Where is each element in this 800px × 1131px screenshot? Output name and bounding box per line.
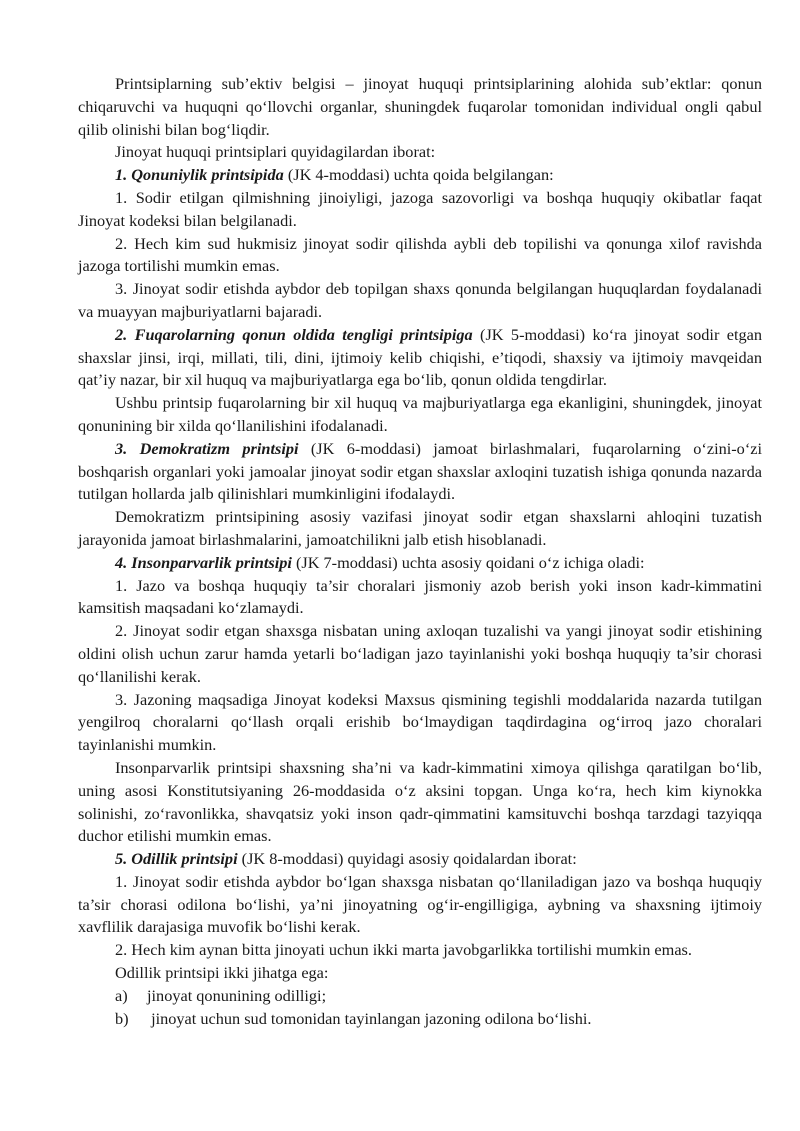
- principle-title: 5. Odillik printsipi: [115, 849, 238, 869]
- list-item: [78, 985, 762, 1008]
- principle-title: 1. Qonuniylik printsipida: [115, 165, 284, 185]
- paragraph: 2. Hech kim aynan bitta jinoyati uchun ikki marta javobgarlikka tortilishi mumkin emas.: [115, 940, 692, 960]
- paragraph: 3. Jinoyat sodir etishda aybdor deb topilgan shaxs qonunda belgilangan huquqlardan foydalanadi va muayyan majburiyatlarni bajaradi.: [78, 279, 762, 321]
- paragraph: Jinoyat huquqi printsiplari quyidagilardan iborat:: [115, 142, 436, 162]
- principle-heading-paragraph: 3. Demokratizm printsipi (JK 6-moddasi) jamoat birlashmalari, fuqarolarning o‘zini-o‘zi boshqarish organlari yoki jamoalar jinoyat sodir etgan shaxslar axloqini tuzatish ishiga qonunda nazarda tutilgan hollarda jalb qilinishlari mumkinligini ifodalaydi.: [78, 438, 762, 504]
- paragraph: 2. Jinoyat sodir etgan shaxsga nisbatan uning axloqan tuzalishi va yangi jinoyat sodir etishining oldini olish uchun zarur hamda yetarli bo‘ladigan jazo tayinlanishi yoki boshqa huquqiy ta’sir chorasi qo‘llanilishi kerak.: [78, 621, 762, 686]
- principle-title: 3. Demokratizm printsipi: [115, 438, 299, 458]
- paragraph: 3. Jazoning maqsadiga Jinoyat kodeksi Maxsus qismining tegishli moddalarida nazarda tutilgan yengilroq choralarni qo‘llash orqali erishib bo‘lmaydigan taqdirdagina og‘irroq jazo choralari tayinlanishi mumkin.: [78, 689, 762, 755]
- list-item-text: jinoyat uchun sud tomonidan tayinlangan jazoning odilona bo‘lishi.: [147, 1008, 592, 1028]
- paragraph: Ushbu printsip fuqarolarning bir xil huquq va majburiyatlarga ega ekanligini, shuningdek, jinoyat qonunining bir xilda qo‘llanilishini ifodalanadi.: [78, 393, 762, 435]
- principle-title: 2. Fuqarolarning qonun oldida tengligi printsipiga: [115, 324, 473, 344]
- principle-title: 4. Insonparvarlik printsipi: [115, 552, 292, 572]
- paragraph: Odillik printsipi ikki jihatga ega:: [115, 963, 329, 983]
- list-marker: a): [115, 985, 128, 1005]
- principle-heading-paragraph: 5. Odillik printsipi (JK 8-moddasi) quyidagi asosiy qoidalardan iborat:: [115, 849, 577, 869]
- principle-heading-paragraph: 2. Fuqarolarning qonun oldida tengligi printsipiga (JK 5-moddasi) ko‘ra jinoyat sodir etgan shaxslar jinsi, irqi, millati, tili, dini, ijtimoiy kelib chiqishi, e’tiqodi, shaxsiy va ijtimoiy mavqeidan qat’iy nazar, bir xil huquq va majburiyatlarga ega bo‘lib, qonun oldida tengdirlar.: [78, 324, 762, 390]
- list-item-text: jinoyat qonunining odilligi;: [147, 985, 327, 1005]
- principle-heading-paragraph: 4. Insonparvarlik printsipi (JK 7-moddasi) uchta asosiy qoidani o‘z ichiga oladi:: [115, 552, 645, 572]
- paragraph: Insonparvarlik printsipi shaxsning sha’ni va kadr-kimmatini ximoya qilishga qaratilgan bo‘lib, uning asosi Konstitutsiyaning 26-moddasida o‘z aksini topgan. Unga ko‘ra, hech kim kiynokka solinishi, zo‘ravonlikka, shavqatsiz yoki inson qadr-qimmatini kamsituvchi boshqa tarzdagi tazyiqqa duchor etilishi mumkin emas.: [78, 757, 762, 846]
- paragraph: Demokratizm printsipining asosiy vazifasi jinoyat sodir etgan shaxslarni ahloqini tuzatish jarayonida jamoat birlashmalarini, jamoatchilikni jalb etish hisoblanadi.: [78, 507, 762, 549]
- list-marker: b): [115, 1008, 129, 1028]
- principle-heading-paragraph: 1. Qonuniylik printsipida (JK 4-moddasi) uchta qoida belgilangan:: [115, 165, 554, 185]
- list-item: [78, 1008, 762, 1031]
- paragraph: 2. Hech kim sud hukmisiz jinoyat sodir qilishda aybli deb topilishi va qonunga xilof ravishda jazoga tortilishi mumkin emas.: [78, 233, 762, 276]
- paragraph: 1. Jazo va boshqa huquqiy ta’sir choralari jismoniy azob berish yoki inson kadr-kimmatini kamsitish maqsadani ko‘zlamaydi.: [78, 575, 762, 618]
- paragraph: 1. Sodir etilgan qilmishning jinoiyligi, jazoga sazovorligi va boshqa huquqiy okibatlar faqat Jinoyat kodeksi bilan belgilanadi.: [78, 187, 762, 230]
- document-page: [78, 73, 762, 1030]
- paragraph: Printsiplarning sub’ektiv belgisi – jinoyat huquqi printsiplarining alohida sub’ektlar: qonun chiqaruvchi va huquqni qo‘llovchi organlar, shuningdek fuqarolar tomonidan individual ongli qabul qilib olinishi bilan bog‘liqdir.: [78, 74, 762, 139]
- paragraph: 1. Jinoyat sodir etishda aybdor bo‘lgan shaxsga nisbatan qo‘llaniladigan jazo va boshqa huquqiy ta’sir chorasi odilona bo‘lishi, ya’ni jinoyatning og‘ir-engilligiga, aybning va shaxsning ijtimoiy xavflilik darajasiga muvofik bo‘lishi kerak.: [78, 871, 762, 937]
